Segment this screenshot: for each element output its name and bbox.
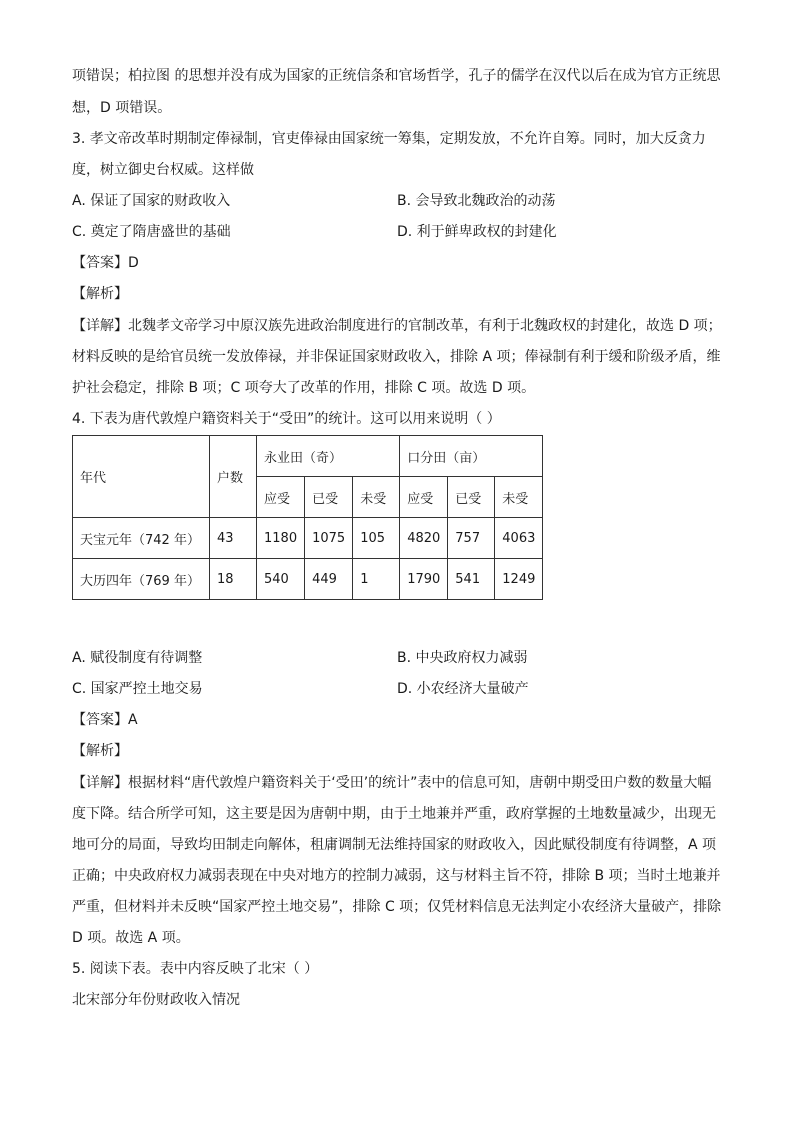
q4-option-d: D. 小农经济大量破产 <box>397 681 529 697</box>
table-header-koufen: 口分田（亩） <box>400 436 543 477</box>
table-subheader: 已受 <box>448 477 495 518</box>
table-cell: 540 <box>257 559 305 600</box>
q4-analysis-label: 【解析】 <box>72 743 128 759</box>
answer-value: A <box>128 712 138 728</box>
table-cell: 1249 <box>495 559 543 600</box>
q3-analysis-label: 【解析】 <box>72 286 128 302</box>
table-cell: 1075 <box>305 518 353 559</box>
q4-option-a: A. 赋役制度有待调整 <box>72 650 203 666</box>
table-subheader: 未受 <box>353 477 400 518</box>
table-header-households: 户数 <box>210 436 257 518</box>
q4-detail-line-4: 正确；中央政府权力减弱表现在中央对地方的控制力减弱，这与材料主旨不符，排除 B 项；当时土地兼并 <box>72 868 721 884</box>
table-header-yongye: 永业田（奇） <box>257 436 400 477</box>
answer-value: D <box>128 255 139 271</box>
q3-answer <box>72 253 139 273</box>
q4-answer <box>72 710 138 730</box>
table-row <box>73 518 543 559</box>
table-cell: 1790 <box>400 559 448 600</box>
q4-stem: 4. 下表为唐代敦煌户籍资料关于“受田”的统计。这可以用来说明（ ） <box>72 411 501 427</box>
q5-stem: 5. 阅读下表。表中内容反映了北宋（ ） <box>72 961 319 977</box>
table-subheader: 应受 <box>400 477 448 518</box>
table-row <box>73 559 543 600</box>
table-cell: 1180 <box>257 518 305 559</box>
prev-answer-line-1: 项错误；柏拉图 的思想并没有成为国家的正统信条和官场哲学，孔子的儒学在汉代以后在成为官方正统思 <box>72 68 721 84</box>
q3-option-b: B. 会导致北魏政治的动荡 <box>397 193 556 209</box>
q3-detail-line-1: 【详解】北魏孝文帝学习中原汉族先进政治制度进行的官制改革，有利于北魏政权的封建化，故选 D 项； <box>72 318 722 334</box>
table-cell: 1 <box>353 559 400 600</box>
q4-detail-line-6: D 项。故选 A 项。 <box>72 930 190 946</box>
table-header-era: 年代 <box>73 436 210 518</box>
table-subheader: 未受 <box>495 477 543 518</box>
table-subheader: 应受 <box>257 477 305 518</box>
answer-label: 【答案】 <box>72 712 128 728</box>
q4-detail-line-2: 度下降。结合所学可知，这主要是因为唐朝中期，由于土地兼并严重，政府掌握的土地数量减少，出现无 <box>72 806 716 822</box>
q4-option-b: B. 中央政府权力减弱 <box>397 650 528 666</box>
table-cell: 大历四年（769 年） <box>73 559 210 600</box>
q5-table-caption: 北宋部分年份财政收入情况 <box>72 992 240 1008</box>
table-cell: 105 <box>353 518 400 559</box>
table-cell: 天宝元年（742 年） <box>73 518 210 559</box>
q4-option-c: C. 国家严控土地交易 <box>72 681 203 697</box>
table-cell: 4820 <box>400 518 448 559</box>
q3-option-d: D. 利于鲜卑政权的封建化 <box>397 224 557 240</box>
table-subheader: 已受 <box>305 477 353 518</box>
q3-option-c: C. 奠定了隋唐盛世的基础 <box>72 224 231 240</box>
table-cell: 4063 <box>495 518 543 559</box>
q4-land-table <box>72 435 543 600</box>
table-cell: 18 <box>210 559 257 600</box>
table-cell: 449 <box>305 559 353 600</box>
table-cell: 43 <box>210 518 257 559</box>
q3-detail-line-2: 材料反映的是给官员统一发放俸禄，并非保证国家财政收入，排除 A 项；俸禄制有利于缓和阶级矛盾，维 <box>72 349 721 365</box>
q4-detail-line-1: 【详解】根据材料“唐代敦煌户籍资料关于‘受田’的统计”表中的信息可知，唐朝中期受田户数的数量大幅 <box>72 775 712 791</box>
table-cell: 541 <box>448 559 495 600</box>
prev-answer-line-2: 想，D 项错误。 <box>72 100 172 116</box>
q4-detail-line-5: 严重，但材料并未反映“国家严控土地交易”，排除 C 项；仅凭材料信息无法判定小农经济大量破产，排除 <box>72 899 722 915</box>
q3-detail-line-3: 护社会稳定，排除 B 项；C 项夸大了改革的作用，排除 C 项。故选 D 项。 <box>72 380 536 396</box>
q3-stem-line-1: 3. 孝文帝改革时期制定俸禄制，官吏俸禄由国家统一筹集，定期发放，不允许自筹。同时，加大反贪力 <box>72 131 706 147</box>
q3-stem-line-2: 度，树立御史台权威。这样做 <box>72 162 254 178</box>
q4-detail-line-3: 地可分的局面，导致均田制走向解体，租庸调制无法维持国家的财政收入，因此赋役制度有待调整，A 项 <box>72 837 717 853</box>
table-cell: 757 <box>448 518 495 559</box>
q3-option-a: A. 保证了国家的财政收入 <box>72 193 231 209</box>
answer-label: 【答案】 <box>72 255 128 271</box>
